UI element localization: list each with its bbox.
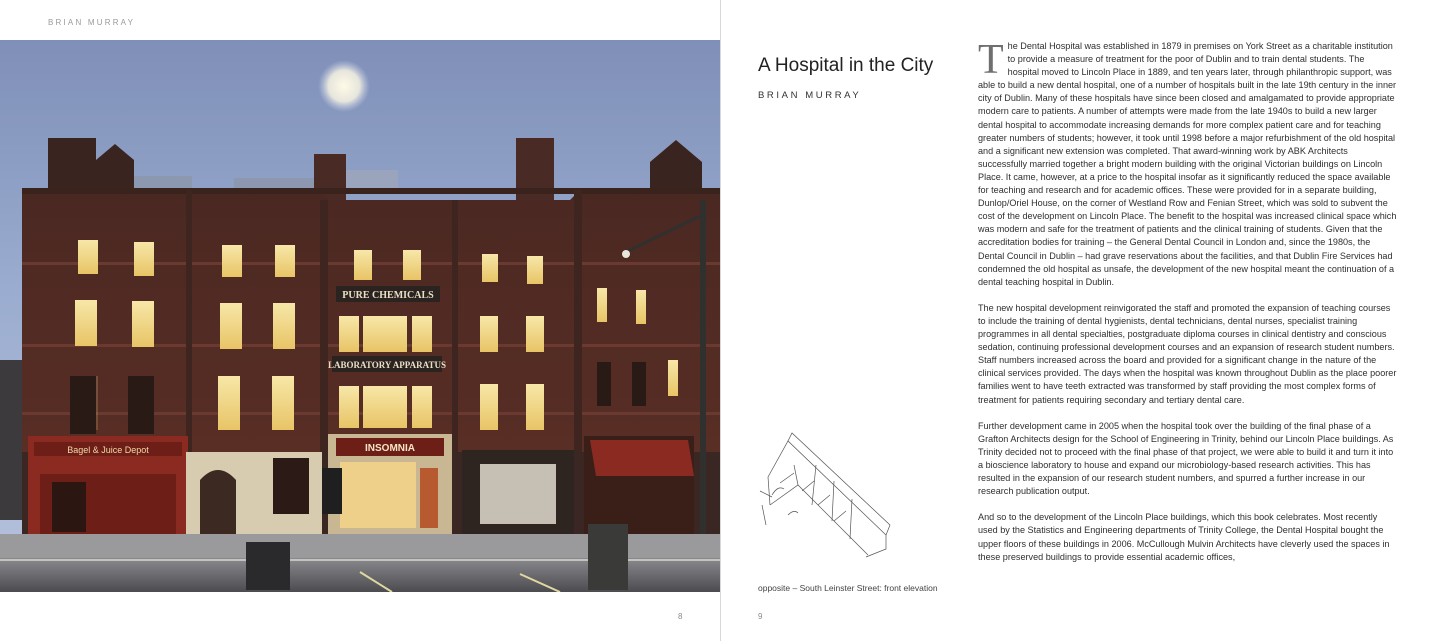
running-head: BRIAN MURRAY xyxy=(48,18,136,27)
paragraph: The new hospital development reinvigorated the staff and promoted the expansion of teaching courses to include the training of dental hygienists, dental technicians, dental nurses, specialist training programmes in all dental specialties, postgraduate diploma courses in clinical dentistry and conscious sedation, continuing professional development courses and an expansion of research student numbers. Staff numbers increased across the board and provided for a significant change in the nature of the clinical services provided. The days when the hospital was known throughout Dublin as the place poorer families went to have teeth extracted was transformed by staff providing the most complex forms of treatment for patients requiring secondary and tertiary dental care. xyxy=(978,302,1397,405)
sign-insomnia: INSOMNIA xyxy=(365,443,415,454)
paragraph-text: he Dental Hospital was established in 1879 in premises on York Street as a charitable institution to provide a measure of treatment for the poor of Dublin and to train dental students. The hospital moved to Lincoln Place in 1889, and ten years later, through philanthropic support, was able to build a new dental hospital, one of a number of hospitals built in the late 19th century in the inner city of Dublin. Many of these hospitals have since been closed and amalgamated to provide appropriate modern care to patients. A number of attempts were made from the late 1940s to build a new larger dental hospital to accommodate increasing demands for more complex patient care and for teaching greater numbers of students; however, it took until 1998 before a major refurbishment of the old hospital and a significant new extension was completed. That award-winning work by ABK Architects successfully married together a bright modern building with the original Victorian buildings on Lincoln Place. It came, however, at a price to the hospital insofar as it significantly reduced the space available for teaching and research and for academic offices. These were provided for in a separate building, Dunlop/Oriel House, on the corner of Westland Row and Fenian Street, which was sold to subvent the cost of the development on Lincoln Place. The benefit to the hospital was increased clinical space which was modern and safe for the treatment of patients and the clinical training of students. Given that the accreditation bodies for training – the General Dental Council in London and, since the 1980s, the Dental Council in Dublin – had grave reservations about the facilities, and that Dublin Fire Services had condemned the old hospital as unsafe, the development of the new hospital meant the continuation of a dental teaching hospital in Dublin. xyxy=(978,41,1397,287)
sign-pure-chemicals: PURE CHEMICALS xyxy=(342,290,434,301)
chapter-title: A Hospital in the City xyxy=(758,54,934,76)
building-photo xyxy=(0,40,720,592)
paragraph xyxy=(978,37,1398,289)
sign-bagel-shop: Bagel & Juice Depot xyxy=(67,445,149,455)
drop-cap: T xyxy=(978,37,1004,83)
chapter-author: BRIAN MURRAY xyxy=(758,90,862,101)
paragraph: Further development came in 2005 when the hospital took over the building of the final phase of a Grafton Architects design for the School of Engineering in Trinity, behind our Lincoln Place buildings. As Trinity decided not to proceed with the final phase of that project, we were able to build it and turn it into a bioscience laboratory to house and expand our microbiology-based research activities. This has resulted in the expansion of our research student numbers, and spurred a further increase in our research publication output. xyxy=(978,420,1394,497)
photo-caption: opposite – South Leinster Street: front elevation xyxy=(758,583,938,593)
sign-laboratory-apparatus: LABORATORY APPARATUS xyxy=(328,360,446,370)
left-page xyxy=(0,0,721,641)
architectural-sketch xyxy=(758,425,898,565)
folio-left: 8 xyxy=(678,612,683,621)
paragraph: And so to the development of the Lincoln Place buildings, which this book celebrates. Most recently used by the Statistics and Engineering departments of Trinity College, the Dental Hospital bought the upper floors of these buildings in 2006. McCullough Mulvin Architects have cleverly used the spaces in these preserved buildings to provide essential academic offices, xyxy=(978,512,1390,562)
folio-right: 9 xyxy=(758,612,763,621)
body-text xyxy=(978,37,1398,577)
